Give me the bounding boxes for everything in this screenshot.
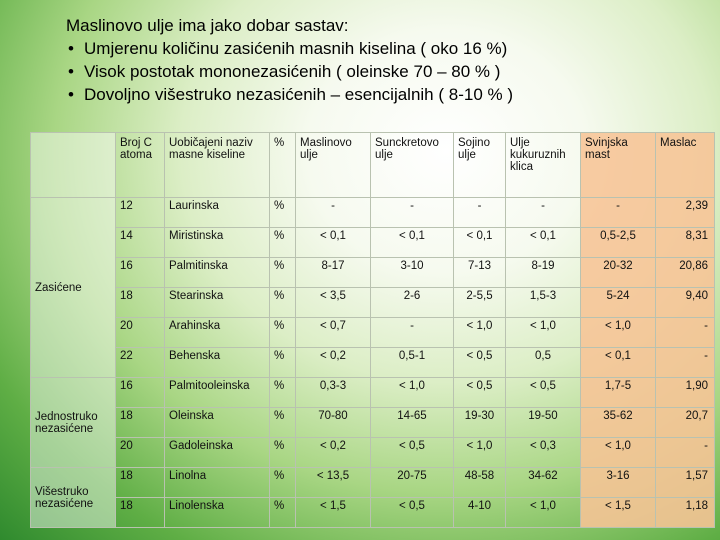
cell-sunflower: 2-6 xyxy=(371,288,454,318)
cell-lard: 20-32 xyxy=(581,258,656,288)
cell-percent: % xyxy=(270,498,296,528)
cell-name: Laurinska xyxy=(165,198,270,228)
cell-soy: < 0,5 xyxy=(454,378,506,408)
cell-soy: < 0,1 xyxy=(454,228,506,258)
cell-carbon: 18 xyxy=(116,468,165,498)
cell-soy: - xyxy=(454,198,506,228)
cell-percent: % xyxy=(270,408,296,438)
table-row xyxy=(31,318,715,348)
group-polyunsaturated: Višestruko nezasićene xyxy=(31,468,116,528)
cell-sunflower: 3-10 xyxy=(371,258,454,288)
cell-corn: 0,5 xyxy=(506,348,581,378)
table-row xyxy=(31,228,715,258)
bullet-polyunsaturated: • Dovoljno višestruko nezasićenih – esencijalnih ( 8-10 % ) xyxy=(66,83,686,106)
cell-olive: < 0,1 xyxy=(296,228,371,258)
table-row xyxy=(31,468,715,498)
cell-olive: < 0,2 xyxy=(296,348,371,378)
cell-corn: < 1,0 xyxy=(506,318,581,348)
cell-olive: 0,3-3 xyxy=(296,378,371,408)
cell-sunflower: < 0,5 xyxy=(371,498,454,528)
cell-name: Oleinska xyxy=(165,408,270,438)
cell-corn: 1,5-3 xyxy=(506,288,581,318)
cell-soy: 19-30 xyxy=(454,408,506,438)
cell-corn: - xyxy=(506,198,581,228)
cell-percent: % xyxy=(270,198,296,228)
cell-carbon: 18 xyxy=(116,288,165,318)
col-header-soy: Sojino ulje xyxy=(454,133,506,198)
col-header-corn: Ulje kukuruznih klica xyxy=(506,133,581,198)
cell-percent: % xyxy=(270,288,296,318)
fatty-acid-table xyxy=(30,132,715,528)
slide-heading xyxy=(66,14,686,106)
cell-corn: < 0,1 xyxy=(506,228,581,258)
cell-sunflower: < 0,5 xyxy=(371,438,454,468)
cell-lard: < 1,0 xyxy=(581,318,656,348)
cell-lard: 3-16 xyxy=(581,468,656,498)
group-monounsaturated: Jednostruko nezasićene xyxy=(31,378,116,468)
cell-percent: % xyxy=(270,228,296,258)
cell-soy: 7-13 xyxy=(454,258,506,288)
cell-name: Stearinska xyxy=(165,288,270,318)
cell-olive: < 3,5 xyxy=(296,288,371,318)
cell-lard: - xyxy=(581,198,656,228)
cell-soy: 2-5,5 xyxy=(454,288,506,318)
cell-sunflower: 14-65 xyxy=(371,408,454,438)
col-header-sunflower: Sunckretovo ulje xyxy=(371,133,454,198)
cell-corn: < 0,5 xyxy=(506,378,581,408)
cell-carbon: 16 xyxy=(116,258,165,288)
cell-corn: < 1,0 xyxy=(506,498,581,528)
cell-butter: - xyxy=(656,318,715,348)
cell-butter: 1,57 xyxy=(656,468,715,498)
cell-olive: - xyxy=(296,198,371,228)
col-header-carbon: Broj C atoma xyxy=(116,133,165,198)
cell-carbon: 20 xyxy=(116,318,165,348)
cell-soy: 4-10 xyxy=(454,498,506,528)
header-row xyxy=(31,133,715,198)
cell-corn: 19-50 xyxy=(506,408,581,438)
cell-olive: < 1,5 xyxy=(296,498,371,528)
cell-carbon: 14 xyxy=(116,228,165,258)
cell-carbon: 18 xyxy=(116,408,165,438)
table-row xyxy=(31,408,715,438)
cell-corn: 8-19 xyxy=(506,258,581,288)
cell-butter: - xyxy=(656,348,715,378)
cell-soy: < 0,5 xyxy=(454,348,506,378)
cell-olive: < 13,5 xyxy=(296,468,371,498)
cell-soy: < 1,0 xyxy=(454,438,506,468)
cell-sunflower: 0,5-1 xyxy=(371,348,454,378)
col-header-butter: Maslac xyxy=(656,133,715,198)
col-header-percent: % xyxy=(270,133,296,198)
cell-butter: 20,86 xyxy=(656,258,715,288)
table-row xyxy=(31,438,715,468)
cell-lard: 0,5-2,5 xyxy=(581,228,656,258)
cell-name: Palmitooleinska xyxy=(165,378,270,408)
table-row xyxy=(31,498,715,528)
cell-olive: 8-17 xyxy=(296,258,371,288)
cell-carbon: 18 xyxy=(116,498,165,528)
cell-percent: % xyxy=(270,318,296,348)
col-header-lard: Svinjska mast xyxy=(581,133,656,198)
cell-lard: < 0,1 xyxy=(581,348,656,378)
cell-name: Behenska xyxy=(165,348,270,378)
cell-sunflower: - xyxy=(371,318,454,348)
cell-sunflower: - xyxy=(371,198,454,228)
group-saturated: Zasićene xyxy=(31,198,116,378)
cell-lard: < 1,0 xyxy=(581,438,656,468)
col-header-name: Uobičajeni naziv masne kiseline xyxy=(165,133,270,198)
cell-percent: % xyxy=(270,258,296,288)
cell-butter: 2,39 xyxy=(656,198,715,228)
col-header-olive: Maslinovo ulje xyxy=(296,133,371,198)
cell-soy: < 1,0 xyxy=(454,318,506,348)
cell-carbon: 20 xyxy=(116,438,165,468)
cell-percent: % xyxy=(270,378,296,408)
cell-olive: < 0,2 xyxy=(296,438,371,468)
table-row xyxy=(31,258,715,288)
cell-olive: 70-80 xyxy=(296,408,371,438)
cell-name: Miristinska xyxy=(165,228,270,258)
cell-carbon: 22 xyxy=(116,348,165,378)
cell-butter: 8,31 xyxy=(656,228,715,258)
cell-sunflower: < 1,0 xyxy=(371,378,454,408)
cell-sunflower: < 0,1 xyxy=(371,228,454,258)
cell-butter: 20,7 xyxy=(656,408,715,438)
bullet-monounsaturated: • Visok postotak mononezasićenih ( oleinske 70 – 80 % ) xyxy=(66,60,686,83)
cell-name: Linolna xyxy=(165,468,270,498)
cell-carbon: 12 xyxy=(116,198,165,228)
cell-corn: < 0,3 xyxy=(506,438,581,468)
cell-butter: 9,40 xyxy=(656,288,715,318)
heading-title: Maslinovo ulje ima jako dobar sastav: xyxy=(66,16,349,35)
cell-lard: 35-62 xyxy=(581,408,656,438)
cell-soy: 48-58 xyxy=(454,468,506,498)
cell-carbon: 16 xyxy=(116,378,165,408)
corner-cell xyxy=(31,133,116,198)
cell-percent: % xyxy=(270,438,296,468)
cell-name: Palmitinska xyxy=(165,258,270,288)
cell-lard: < 1,5 xyxy=(581,498,656,528)
table-row xyxy=(31,198,715,228)
bullet-saturated: • Umjerenu količinu zasićenih masnih kiselina ( oko 16 %) xyxy=(66,37,686,60)
cell-sunflower: 20-75 xyxy=(371,468,454,498)
table-row xyxy=(31,378,715,408)
cell-name: Arahinska xyxy=(165,318,270,348)
cell-butter: 1,90 xyxy=(656,378,715,408)
cell-name: Gadoleinska xyxy=(165,438,270,468)
cell-corn: 34-62 xyxy=(506,468,581,498)
cell-name: Linolenska xyxy=(165,498,270,528)
table-row xyxy=(31,348,715,378)
heading-bullets xyxy=(66,37,686,106)
table-body xyxy=(31,198,715,528)
cell-percent: % xyxy=(270,348,296,378)
cell-lard: 5-24 xyxy=(581,288,656,318)
table-row xyxy=(31,288,715,318)
cell-percent: % xyxy=(270,468,296,498)
cell-butter: 1,18 xyxy=(656,498,715,528)
cell-butter: - xyxy=(656,438,715,468)
cell-olive: < 0,7 xyxy=(296,318,371,348)
cell-lard: 1,7-5 xyxy=(581,378,656,408)
